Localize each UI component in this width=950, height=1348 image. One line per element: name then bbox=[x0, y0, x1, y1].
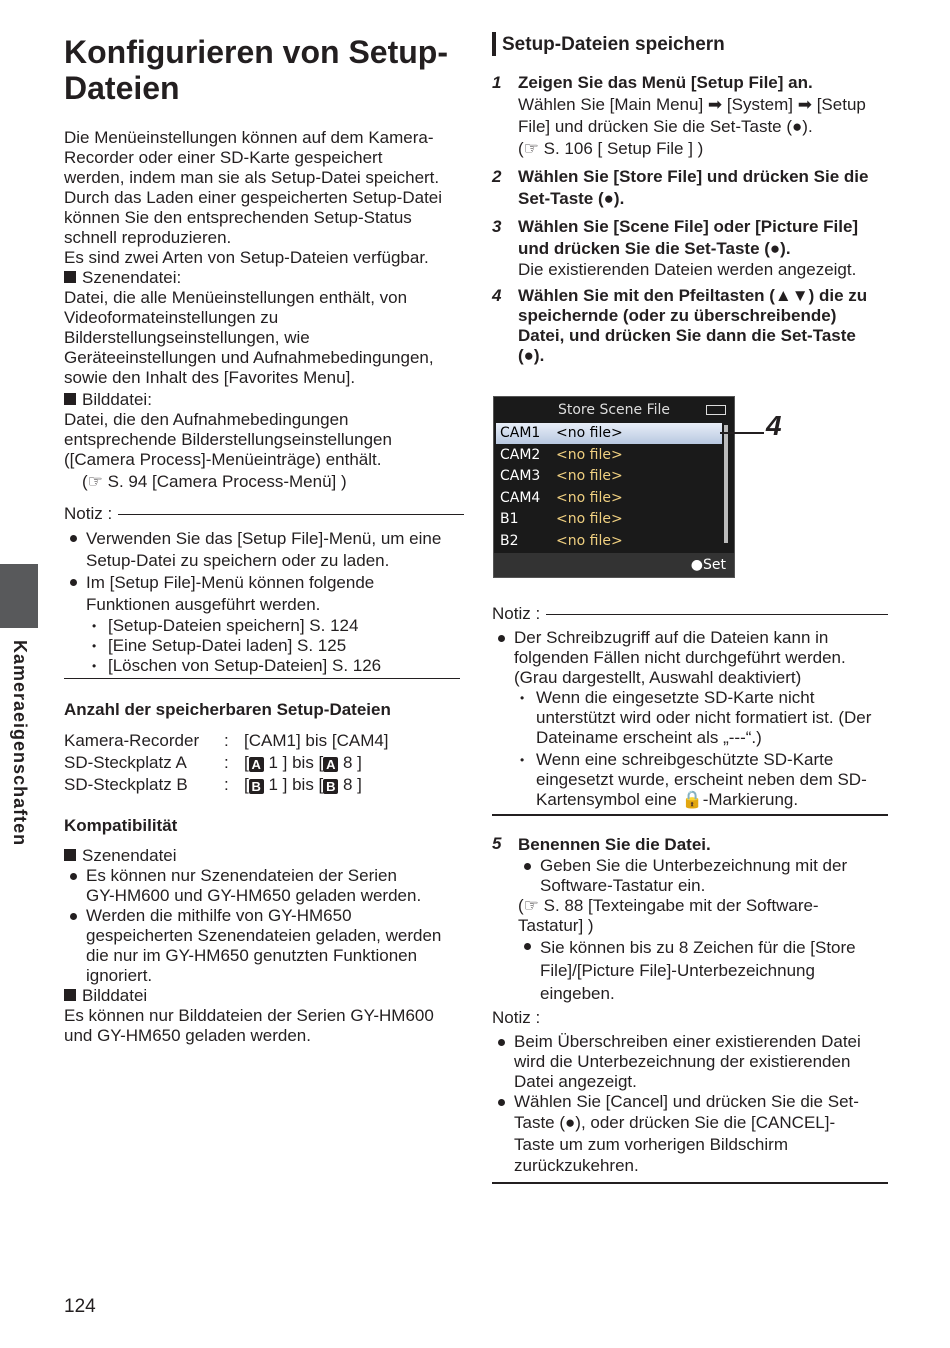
intro-text: Die Menüeinstellungen können auf dem Kamera- Recorder oder einer SD-Karte gespeichert werden, indem man sie als Setup-Datei speichert. Durch das Laden einer gespeicherten Setup-Datei können Sie den entsprechenden Setup-Status schnell reproduzieren. Es sind zwei Arten von Setup-Dateien verfügbar. Szenendatei: Datei, die alle Menüeinstellungen enthält, von Videoformateinstellungen zu Bilderstellungseinstellungen, wie Geräteeinstellungen und Aufnahmebedingungen, sowie den Inhalt des [Favorites Menu]. Bilddatei: Datei, die den Aufnahmebedingungen entsprechende Bilderstellungseinstellungen ([Camera Process]-Menüeinträge) enthält. (☞ S. 94 [Camera Process-Menü] ) bbox=[64, 128, 464, 492]
slot-a-icon: A bbox=[249, 757, 264, 772]
ref-setup-save: • [Setup-Dateien speichern] S. 124 bbox=[64, 616, 464, 636]
count-table: Kamera-Recorder : [CAM1] bis [CAM4] SD-Steckplatz A : [ A 1 ] bis [ A 8 ] SD-Steckplatz B : [ B 1 ] bis [ B 8 ] bbox=[64, 731, 389, 794]
ref-setup-delete: • [Löschen von Setup-Dateien] S. 126 bbox=[64, 656, 464, 676]
callout-line bbox=[720, 432, 764, 434]
steps-1-4: 1 Zeigen Sie das Menü [Setup File] an. Wählen Sie [Main Menu] ➡ [System] ➡ [Setup File] und drücken Sie die Set-Taste (●). (☞ S. 106 [ Setup File ] ) 2 Wählen Sie [Store File] und drücken Sie die Set-Taste (●). 3 Wählen Sie [Scene File] oder [Picture File] und drücken Sie die Set-Taste (●). Die existierenden Dateien werden angezeigt. 4 Wählen Sie mit den Pfeiltasten (▲▼) die zu speichernde (oder zu überschreibende) Datei, und drücken Sie dann die Set-Taste (●). bbox=[492, 72, 892, 366]
compat-heading: Kompatibilität bbox=[64, 816, 178, 835]
left-note: Notiz : Verwenden Sie das [Setup File]-Menü, um eine Setup-Datei zu speichern oder zu laden. Im [Setup File]-Menü können folgende Funktionen ausgeführt werden. • [Setup-Dateien speichern] S. 124 • [Eine Setup-Datei laden] S. 125 • [Löschen von Setup-Dateien] S. 126 bbox=[64, 504, 464, 676]
screen-footer: ●Set bbox=[494, 553, 734, 577]
section-heading: Setup-Dateien speichern bbox=[502, 34, 725, 55]
side-tab-label: Kameraeigenschaften bbox=[10, 640, 30, 847]
compat-text: Szenendatei Es können nur Szenendateien der Serien GY-HM600 und GY-HM650 geladen werden. Werden die mithilfe von GY-HM650 gespeicherten Szenendateien geladen, werden die nur im GY-HM650 genutzten Funktionen ignoriert. Bilddatei Es können nur Bilddateien der Serien GY-HM600 und GY-HM650 geladen werden. bbox=[64, 846, 442, 1045]
lock-marker-text: Kartensymbol eine 🔒-Markierung. bbox=[536, 790, 799, 809]
screen-row-cam1[interactable]: CAM1 <no file> bbox=[496, 423, 722, 444]
slot-b-icon: B bbox=[323, 779, 338, 794]
page-title: Konfigurieren von Setup-Dateien bbox=[64, 34, 448, 106]
callout-number: 4 bbox=[766, 410, 782, 441]
ref-setup-load: • [Eine Setup-Datei laden] S. 125 bbox=[64, 636, 464, 656]
screen-row-cam3[interactable]: CAM3 <no file> bbox=[500, 468, 623, 484]
count-heading: Anzahl der speicherbaren Setup-Dateien bbox=[64, 700, 391, 719]
screen-row-cam4[interactable]: CAM4 <no file> bbox=[500, 490, 623, 506]
screen-row-b2[interactable]: B2 <no file> bbox=[500, 533, 623, 549]
slot-a-icon: A bbox=[323, 757, 338, 772]
right-note-2: Notiz : Beim Überschreiben einer existierenden Datei wird die Unterbezeichnung der existierenden Datei angezeigt. Wählen Sie [Cancel] und drücken Sie die Set- Taste (●), oder drücken Sie die [CANCEL]- Taste um zum vorherigen Bildschirm zurückzukehren. bbox=[492, 1008, 861, 1175]
store-scene-file-screen bbox=[493, 396, 735, 578]
screen-scrollbar bbox=[724, 425, 728, 543]
setup-file-ref: (☞ S. 106 [ Setup File ] ) bbox=[518, 139, 704, 158]
right-note-1: Notiz : Der Schreibzugriff auf die Dateien kann in folgenden Fällen nicht durchgeführt werden. (Grau dargestellt, Auswahl deaktiviert) • Wenn die eingesetzte SD-Karte nicht unterstützt wird oder nicht formatiert ist. (Der Dateiname erscheint als „---“.) • Wenn eine schreibgeschützte SD-Karte eingesetzt wurde, erscheint neben dem SD- Kartensymbol eine 🔒-Markierung. bbox=[492, 604, 888, 810]
screen-row-b1[interactable]: B1 <no file> bbox=[500, 511, 623, 527]
side-tab-marker bbox=[0, 564, 38, 628]
picture-file-heading: Bilddatei: bbox=[64, 390, 464, 410]
step-5: 5 Benennen Sie die Datei. Geben Sie die Unterbezeichnung mit der Software-Tastatur ein. (☞ S. 88 [Texteingabe mit der Software- Tastatur] ) Sie können bis zu 8 Zeichen für die [Store File]/[Picture File]-Unterbezeichnung eingeben. bbox=[492, 834, 856, 1003]
camera-process-ref: (☞ S. 94 [Camera Process-Menü] ) bbox=[82, 472, 347, 491]
battery-icon bbox=[706, 405, 726, 415]
screen-row-cam2[interactable]: CAM2 <no file> bbox=[500, 447, 623, 463]
page-number: 124 bbox=[64, 1296, 96, 1317]
slot-b-icon: B bbox=[249, 779, 264, 794]
note-label: Notiz : bbox=[64, 504, 113, 523]
section-marker bbox=[492, 32, 496, 56]
scene-file-heading: Szenendatei: bbox=[64, 268, 464, 288]
screen-title: Store Scene File bbox=[557, 402, 670, 418]
